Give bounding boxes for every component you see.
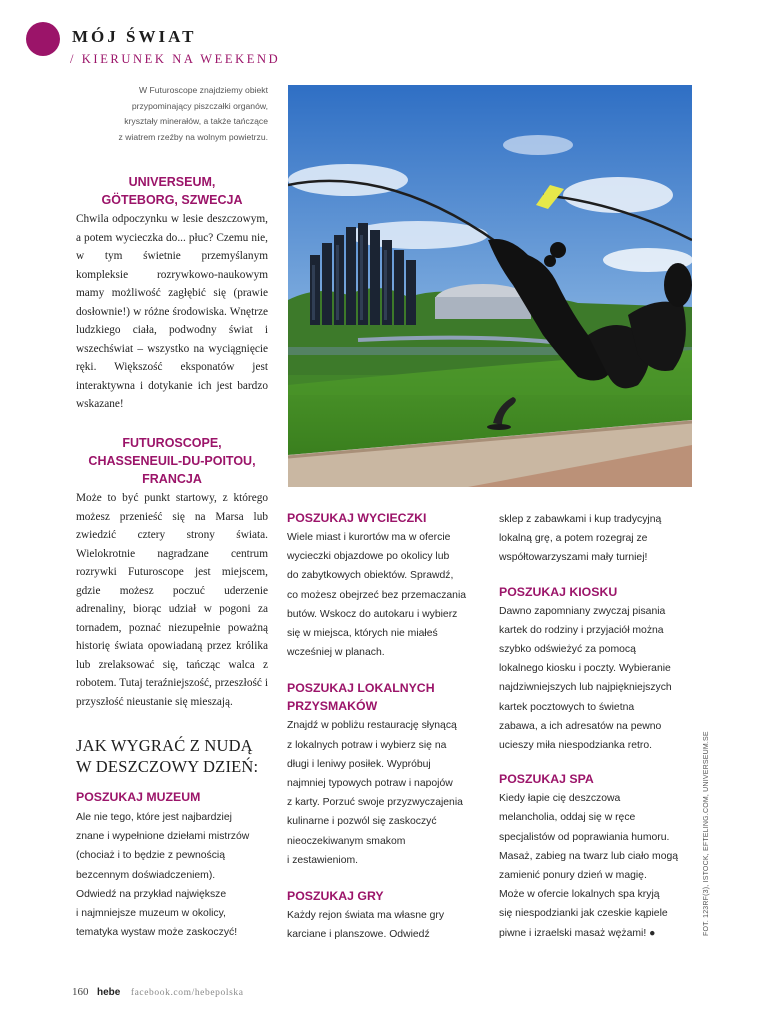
- brand-logo: hebe: [97, 987, 121, 998]
- gry-text: Każdy rejon świata ma własne gry karciane i planszowe. Odwiedź: [287, 910, 445, 941]
- kiosk-heading: POSZUKAJ KIOSKU: [499, 584, 618, 599]
- gry-heading: POSZUKAJ GRY: [287, 889, 384, 904]
- rainy-day-heading: JAK WYGRAĆ Z NUDĄ W DESZCZOWY DZIEŃ:: [76, 736, 259, 776]
- page-title: MÓJ ŚWIAT: [72, 27, 197, 46]
- spa-heading: POSZUKAJ SPA: [499, 772, 594, 787]
- page-footer: [72, 986, 244, 998]
- section-subtitle: / KIERUNEK NA WEEKEND: [70, 52, 281, 66]
- futuroscope-photo: [288, 85, 692, 487]
- right-column: [499, 510, 699, 943]
- kiosk-text: Dawno zapomniany zwyczaj pisania kartek do rodziny i przyjaciół można szybko odświeżyć za pomocą lokalnego kiosku i poczty. Wybieranie najdziwniejszych lub najpiękniejszych kartek pocztowych to świetna zabawa, a ich adresatów na pewno ucieszy miła niespodzianka retro.: [499, 605, 672, 752]
- futuroscope-heading: FUTUROSCOPE, CHASSENEUIL-DU-POITOU, FRANCJA: [88, 436, 256, 486]
- spa-text: Kiedy łapie cię deszczowa melancholia, oddaj się w ręce specjalistów od poprawiania humoru. Masaż, zabieg na twarz lub ciało mogą zamienić ponury dzień w magię. Może w ofercie lokalnych spa kryją się niespodzianki jak czeskie kąpiele piwne i izraelski masaż wężami! ●: [499, 793, 679, 939]
- wycieczki-text: Wiele miast i kurortów ma w ofercie wycieczki objazdowe po okolicy lub do zabytkowych obiektów. Sprawdź, co możesz obejrzeć bez przemaczania butów. Wskocz do autokaru i wybierz się w miejsca, których nie miałeś wcześniej w planach.: [287, 532, 467, 659]
- przysmaki-heading: POSZUKAJ LOKALNYCH PRZYSMAKÓW: [287, 681, 435, 714]
- caption-line: W Futuroscope znajdziemy obiekt: [139, 85, 268, 95]
- caption-line: kryształy minerałów, a także tańczące: [124, 116, 268, 126]
- universeum-text: Chwila odpoczynku w lesie deszczowym, a potem wycieczka do... płuc? Czemu nie, w tym świetnie przemyślanym kompleksie rozrywkowo-naukowym mamy możliwość zagłębić się (prawie dosłownie!) w różne środowiska. Wnętrze ludzkiego ciała, podwodny świat i wszechświat – wszystko na wyciągnięcie ręki. Większość eksponatów jest interaktywna i dotykanie ich jest bardzo wskazane!: [76, 213, 268, 411]
- photo-credit: FOT. 123RF(3), ISTOCK, EFTELING.COM, UNIVERSEUM.SE: [703, 731, 710, 936]
- muzeum-text: Ale nie tego, które jest najbardziej znane i wypełnione dziełami mistrzów (chociaż i to będzie z pewnością bezcennym doświadczeniem). Odwiedź na przykład największe i najmniejsze muzeum w okolicy, tematyka wystaw może zaskoczyć!: [76, 812, 250, 939]
- wycieczki-heading: POSZUKAJ WYCIECZKI: [287, 511, 427, 525]
- page-number: 160: [72, 986, 89, 998]
- przysmaki-text: Znajdź w pobliżu restaurację słynącą z lokalnych potraw i wybierz się na długi i leniwy posiłek. Wypróbuj najmniej typowych potraw i napojów z karty. Porzuć swoje przyzwyczajenia kulinarne i pozwól się zaskoczyć nieoczekiwanym smakom i zestawieniom.: [287, 720, 463, 866]
- magenta-circle-icon: [26, 22, 60, 56]
- facebook-link[interactable]: facebook.com/hebepolska: [130, 988, 244, 998]
- middle-column: [287, 509, 487, 944]
- futuroscope-section: [76, 434, 268, 712]
- caption-line: z wiatrem rzeźby na wolnym powietrzu.: [118, 131, 268, 142]
- futuroscope-text: Może to być punkt startowy, z którego możesz przenieść się na Marsa lub zwiedzić cztery strony świata. Wielokrotnie nagradzane centrum rozrywki Futuroscope jest miejscem, gdzie możesz poczuć uderzenie adrenaliny, biorąc udział w pogoni za tornadem, poznać niezupełnie poważną historię świata opowiadaną przez królika lub zrelaksować się, tańcząc walca z robotem. Tutaj teraźniejszość, przeszłość i przyszłość nieustanie się mieszają.: [76, 492, 268, 709]
- photo-caption: [85, 83, 268, 145]
- gry-continued-text: sklep z zabawkami i kup tradycyjną lokalną grę, a potem rozegraj ze współtowarzyszami mały turniej!: [499, 514, 662, 564]
- muzeum-heading: POSZUKAJ MUZEUM: [76, 790, 201, 804]
- muzeum-section: [76, 788, 276, 942]
- caption-line: przypominający piszczałki organów,: [131, 100, 268, 111]
- universeum-section: [76, 173, 268, 414]
- universeum-heading: UNIVERSEUM, GÖTEBORG, SZWECJA: [101, 175, 243, 207]
